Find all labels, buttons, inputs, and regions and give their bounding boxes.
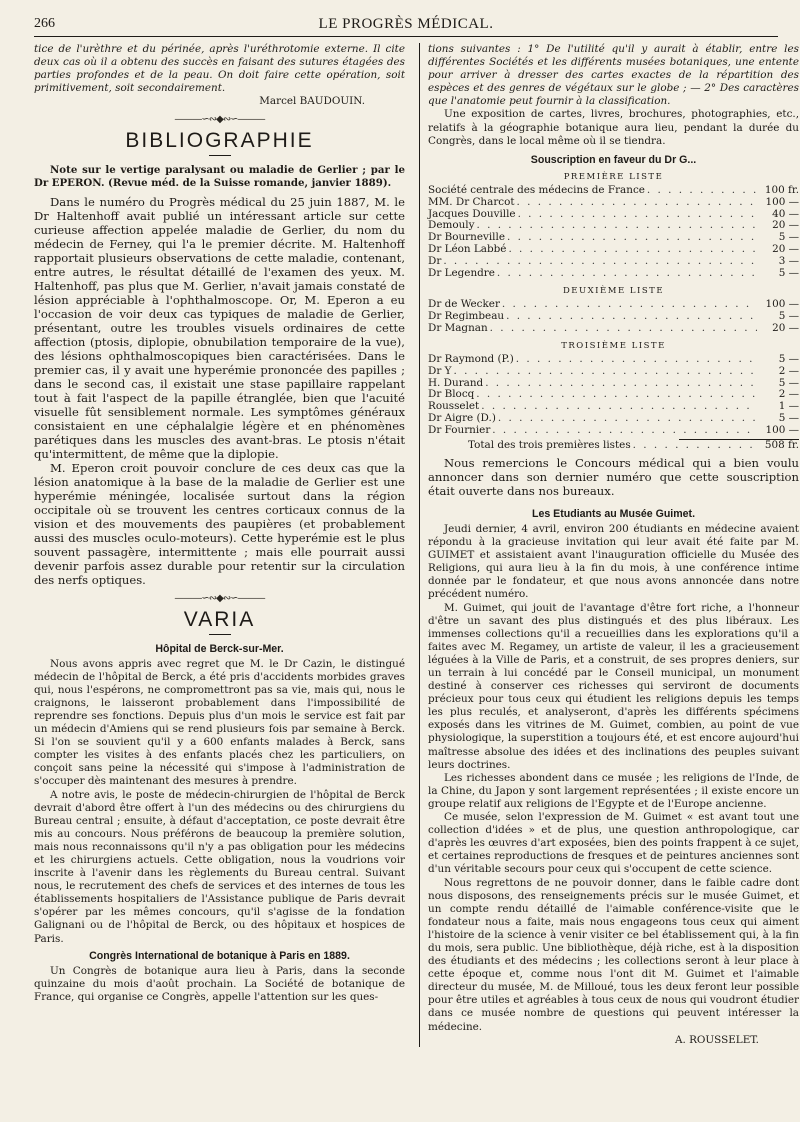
subscriber-name: Dr <box>428 255 442 268</box>
leader-dots <box>497 268 757 280</box>
leader-dots <box>647 185 757 197</box>
section-title-varia: VARIA <box>183 607 256 631</box>
subscription-total <box>428 440 799 452</box>
author-signature: A. ROUSSELET. <box>674 1033 759 1046</box>
thanks-paragraph: Nous remercions le Concours médical qui a bien voulu annoncer dans son dernier numéro que cette souscription était ouverte dans nos bureaux. <box>428 455 799 498</box>
article-paragraph: Ce musée, selon l'expression de M. Guimet « est avant tout une collection d'idées » et de plus, une question anthropologique, car d'après les œuvres d'art exposées, bien des points frappent à ce sujet, et certaines reproductions de fresques et de peintures anciennes sont d'un véritable secours pour ceux qui s'occupent de cette science. <box>428 811 799 876</box>
article-paragraph: Jeudi dernier, 4 avril, environ 200 étudiants en médecine avaient répondu à la gracieuse invitation qui leur avait été faite par M. GUIMET et assistaient avant l'inauguration officielle du Musée des Religions, qui aura lieu à la fin du mois, à une conférence intime donnée par le fondateur, et que nous avons annoncée dans notre précédent numéro. <box>428 522 799 601</box>
subscriber-amount: 100 fr. <box>764 183 799 196</box>
list-title: PREMIÈRE LISTE <box>563 171 664 182</box>
leader-dots <box>498 413 757 425</box>
leader-dots <box>517 197 757 209</box>
subscriber-name: Dr Aigre (D.) <box>428 412 496 425</box>
subscriber-amount: 2 — <box>778 388 799 401</box>
subscriber-amount: 5 — <box>778 267 799 280</box>
subscriber-name: Dr Y <box>428 364 452 377</box>
leader-dots <box>490 323 757 335</box>
subscriber-amount: 5 — <box>778 412 799 425</box>
subscriber-name: Dr Raymond (P.) <box>428 352 514 365</box>
subscriber-name: Société centrale des médecins de France <box>428 183 645 196</box>
subscriber-name: Dr de Wecker <box>428 298 500 310</box>
article-paragraph: M. Guimet, qui jouit de l'avantage d'être fort riche, a l'honneur d'être un savant des plus distingués et des plus libéraux. Les immenses collections qu'il a recueillies dans les explorations qu'il a faites avec M. Regamey, un artiste de valeur, il les a gracieusement léguées à la Ville de Paris, et a construit, de ses propres deniers, sur un terrain à lui concédé par le Conseil municipal, un monument destiné à conserver ces richesses qui serviront de documents précieux pour tous ceux qui étudient les religions depuis les temps les plus reculés, et analyseront, d'après les différents spécimens exposés dans les vitrines de M. Guimet, combien, au point de vue physiologique, la superstition a toujours été, et est encore aujourd'hui maîtresse absolue des idées et des inclinations des peuples suivant leurs doctrines. <box>428 601 799 771</box>
subscriber-name: H. Durand <box>428 376 484 389</box>
subscriber-amount: 100 — <box>765 195 799 208</box>
journal-title: LE PROGRÈS MÉDICAL. <box>318 16 494 32</box>
article-paragraph: Nous regrettons de ne pouvoir donner, dans le faible cadre dont nous disposons, des renseignements précis sur le musée Guimet, et un compte rendu détaillé de l'aimable conférence-visite que le fondateur nous a faite, mais nous engageons tous ceux qui aiment l'histoire de la science à venir visiter ce bel établissement qui, à la fin du mois, sera public. Une bibliothèque, déjà riche, est à la disposition des étudiants et des médecins ; les collections seront à leur place à cette époque et, comme nous l'ont dit M. Guimet et l'aimable directeur du musée, M. de Milloué, tous les deux feront leur possible pour être utiles et agréables à tous ceux de nous qui voudront étudier dans ce musée nombre de questions qui peuvent intéresser la médecine. <box>428 876 799 1033</box>
article-paragraph: A notre avis, le poste de médecin-chirurgien de l'hôpital de Berck devrait d'abord être offert à l'un des médecins ou des chirurgiens du Bureau central ; ensuite, à défaut d'acceptation, ce poste devrait être mis au concours. Nous préférons de beaucoup la première solution, mais nous reconnaissons qu'il n'y a pas obligation pour les médecins et les chirurgiens actuels. Cette obligation, nous la voudrions voir inscrite à l'avenir dans les règlements du Bureau central. Suivant nous, le recrutement des chefs de services et des internes de tous les établissements hospitaliers de l'Assistance publique de Paris devrait s'opérer par les mêmes concours, qu'il s'agisse de la fondation Galignani ou de l'hôpital de Berck, ou des hôpitaux et hospices de Paris. <box>34 788 405 945</box>
leader-dots <box>481 401 757 413</box>
article-paragraph: Un Congrès de botanique aura lieu à Paris, dans la seconde quinzaine du mois d'août prochain. La Société de botanique de France, qui organise ce Congrès, appelle l'attention sur les ques- <box>34 964 405 1003</box>
subscriber-name: Dr Magnan <box>428 321 488 334</box>
title-rule <box>209 634 231 635</box>
subscriber-amount: 100 — <box>765 298 799 310</box>
subscriber-amount: 40 — <box>772 207 799 220</box>
article-paragraph: Nous avons appris avec regret que M. le Dr Cazin, le distingué médecin de l'hôpital de Berck, a été pris d'accidents morbides graves qui, nous l'espérons, ne compromettront pas sa vie, mais qui, nous le craignons, le laisseront probablement dans l'impossibilité de reprendre ses fonctions. Depuis plus d'un mois le service est fait par un médecin d'Amiens qui se rend plusieurs fois par semaine à Berck. Si l'on se souvient qu'il y a 600 enfants malades à Berck, sans compter les visites à des enfants placés chez les particuliers, on conçoit sans peine la nécessité qui s'impose à l'administration de s'occuper dès maintenant des mesures à prendre. <box>34 657 405 788</box>
subscriber-row <box>428 268 799 280</box>
subscriber-amount: 5 — <box>778 231 799 244</box>
article-heading: Hôpital de Berck-sur-Mer. <box>155 642 284 655</box>
leader-dots <box>507 232 757 244</box>
subscription-list-2 <box>428 299 799 335</box>
ornament-divider: ———∽∾◆∾∽——— <box>174 592 265 604</box>
author-signature: Marcel BAUDOUIN. <box>259 95 365 108</box>
subscriber-row <box>428 323 799 335</box>
subscriber-name: MM. Dr Charcot <box>428 195 515 208</box>
subscriber-amount: 5 — <box>778 376 799 389</box>
leader-dots <box>476 389 757 401</box>
subscription-heading: Souscription en faveur du Dr G... <box>530 153 697 166</box>
list-title: DEUXIÈME LISTE <box>562 286 665 296</box>
subscriber-name: Jacques Douville <box>428 207 516 220</box>
subscriber-row <box>428 378 799 390</box>
subscriber-row <box>428 366 799 378</box>
subscriber-amount: 1 — <box>778 400 799 413</box>
subscriber-name: Rousselet <box>428 400 480 413</box>
leader-dots <box>516 354 757 366</box>
subscriber-name: Dr Bourneville <box>428 231 505 244</box>
section-title-bibliographie: BIBLIOGRAPHIE <box>125 129 314 153</box>
subscriber-amount: 5 — <box>778 352 799 365</box>
article-heading: Congrès International de botanique à Paris en 1889. <box>89 949 350 962</box>
subscriber-name: Dr Léon Labbé <box>428 243 507 256</box>
leader-dots <box>485 378 757 390</box>
title-rule <box>209 155 231 156</box>
leader-dots <box>506 311 757 323</box>
bibliography-paragraph: Dans le numéro du Progrès médical du 25 juin 1887, M. le Dr Haltenhoff avait publié un intéressant article sur cette curieuse affection appelée maladie de Gerlier, du nom du médecin de Ferney, qui l'a le premier décrite. M. Haltenhoff rapportait plusieurs observations de cette maladie, contenant, entre autres, le résultat détaillé de l'examen des yeux. M. Haltenhoff, pas plus que M. Gerlier, n'avait jamais constaté de lésion appréciable à l'ophthalmoscope. Or, M. Eperon a eu l'occasion de voir deux cas typiques de maladie de Gerlier, présentant, outre les troubles visuels ordinaires de cette affection (ptosis, diplopie, obnubilation temporaire de la vue), des lésions ophthalmoscopiques bien caractérisées. Dans le premier cas, il y avait une hyperémie prononcée des papilles ; dans le second cas, il existait une stase papillaire rappelant tout à fait l'aspect de la papille étranglée, bien que l'acuité visuelle fût sensiblement normale. Les symptômes généraux consistaient en une céphalalgie légère et en phénomènes parétiques dans les muscles des avant-bras. Le ptosis n'était qu'intermittent, de même que la diplopie. <box>34 194 405 461</box>
subscriber-row <box>428 197 799 209</box>
running-header <box>34 14 778 37</box>
subscriber-name: Demouly <box>428 219 475 232</box>
subscriber-amount: 5 — <box>778 309 799 322</box>
leader-dots <box>502 299 757 311</box>
article-paragraph: Les richesses abondent dans ce musée ; les religions de l'Inde, de la Chine, du Japon y sont largement représentées ; il existe encore un groupe relatif aux religions de l'Egypte et de l'Europe ancienne. <box>428 771 799 810</box>
subscriber-row <box>428 425 799 437</box>
leader-dots <box>476 220 757 232</box>
subscriber-amount: 2 — <box>778 364 799 377</box>
leader-dots <box>492 425 757 437</box>
bibliography-paragraph: M. Eperon croit pouvoir conclure de ces deux cas que la lésion anatomique à la base de la maladie de Gerlier est une hyperémie méningée, localisée surtout dans la région occipitale où se trouvent les centres corticaux connus de la vision et des mouvements des paupières (et probablement aussi des muscles oculo-moteurs). Cette hyperémie est le plus souvent passagère, intermittente ; mais elle pourrait aussi devenir parfois assez durable pour retentir sur la circulation des nerfs optiques. <box>34 460 405 587</box>
subscription-list-1 <box>428 185 799 280</box>
page-number: 266 <box>34 16 55 31</box>
leader-dots <box>508 244 757 256</box>
subscriber-amount: 100 — <box>765 424 799 437</box>
list-title: TROISIÈME LISTE <box>561 340 666 351</box>
article-heading: Les Etudiants au Musée Guimet. <box>531 507 696 520</box>
subscriber-name: Dr Legendre <box>428 267 495 280</box>
subscription-list-3 <box>428 354 799 437</box>
subscriber-amount: 20 — <box>772 321 799 334</box>
total-amount: 508 fr. <box>764 439 799 452</box>
subscriber-name: Dr Fournier <box>428 424 491 437</box>
subscriber-row <box>428 389 799 401</box>
bibliography-note-heading: Note sur le vertige paralysant ou maladie de Gerlier ; par le Dr EPERON. (Revue méd. de la Suisse romande, janvier 1889). <box>34 164 405 190</box>
continued-article-text: tice de l'urèthre et du périnée, après l'uréthrotomie externe. Il cite deux cas où il a obtenu des succès en faisant des sutures étagées des parties profondes et de la peau. On doit faire cette opération, soit primitivement, soit secondairement. <box>34 43 405 95</box>
subscriber-amount: 20 — <box>772 243 799 256</box>
subscriber-row <box>428 209 799 221</box>
article-paragraph: tions suivantes : 1° De l'utilité qu'il y aurait à établir, entre les différentes Sociétés et les différents musées botaniques, une entente pour arriver à dresser des cartes exactes de la répartition des espèces et des genres de végétaux sur le globe ; — 2° Des caractères que l'anatomie peut fournir à la classification. <box>428 43 799 108</box>
leader-dots <box>518 209 757 221</box>
subscriber-row <box>428 185 799 197</box>
two-column-body <box>34 43 799 1047</box>
leader-dots <box>453 366 757 378</box>
article-paragraph: Une exposition de cartes, livres, brochures, photographies, etc., relatifs à la géographie botanique aura lieu, pendant la durée du Congrès, dans le local même où il se tiendra. <box>428 108 799 147</box>
total-label: Total des trois premières listes <box>468 439 631 452</box>
subscriber-amount: 20 — <box>772 219 799 232</box>
right-column <box>419 43 799 1047</box>
subscriber-amount: 3 — <box>778 255 799 268</box>
ornament-divider: ———∽∾◆∾∽——— <box>174 114 265 126</box>
left-column <box>34 43 405 1047</box>
subscriber-row <box>428 244 799 256</box>
subscriber-name: Dr Blocq <box>428 388 475 401</box>
subscriber-row <box>428 354 799 366</box>
subscriber-name: Dr Regimbeau <box>428 309 505 322</box>
